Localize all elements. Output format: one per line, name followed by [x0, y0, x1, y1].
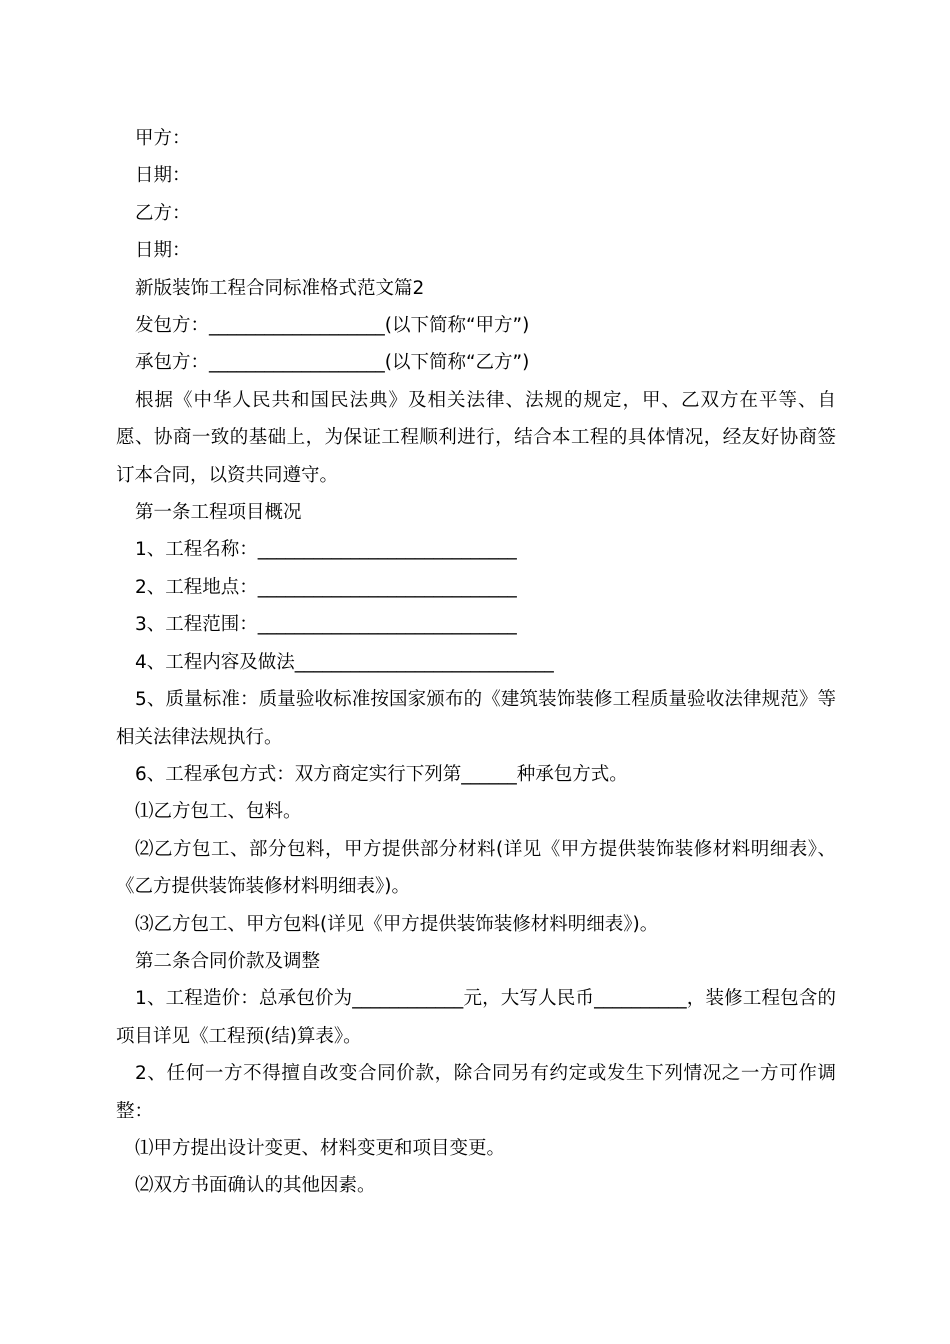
- project-content-line: 4、工程内容及做法____________________________: [135, 651, 554, 673]
- article-1-heading: 第一条工程项目概况: [135, 502, 302, 524]
- document-page: [116, 120, 836, 1205]
- adjustment-case-2: ⑵双方书面确认的其他因素。: [135, 1175, 376, 1197]
- project-name-line: 1、工程名称：____________________________: [135, 539, 517, 561]
- date-label-a: 日期：: [135, 165, 191, 187]
- adjustment-case-1: ⑴甲方提出设计变更、材料变更和项目变更。: [135, 1137, 506, 1159]
- method-option-2: ⑵乙方包工、部分包料，甲方提供部分材料(详见《甲方提供装饰装修材料明细表》、《乙方提供装饰装修材料明细表》)。: [116, 838, 836, 898]
- contractor-issuer-line: 发包方：___________________(以下简称“甲方”): [135, 315, 530, 337]
- contractor-receiver-line: 承包方：___________________(以下简称“乙方”): [135, 352, 530, 374]
- method-option-1: ⑴乙方包工、包料。: [135, 801, 302, 823]
- section-title: 新版装饰工程合同标准格式范文篇2: [135, 277, 425, 299]
- project-location-line: 2、工程地点：____________________________: [135, 576, 517, 598]
- party-b-label: 乙方：: [135, 202, 191, 224]
- date-label-b: 日期：: [135, 240, 191, 262]
- quality-standard-paragraph: 5、质量标准：质量验收标准按国家颁布的《建筑装饰装修工程质量验收法律规范》等相关法律法规执行。: [116, 689, 836, 748]
- article-2-heading: 第二条合同价款及调整: [135, 950, 321, 972]
- contract-method-line: 6、工程承包方式：双方商定实行下列第______种承包方式。: [135, 763, 628, 785]
- price-adjustment-paragraph: 2、任何一方不得擅自改变合同价款，除合同另有约定或发生下列情况之一方可作调整：: [116, 1063, 836, 1122]
- project-scope-line: 3、工程范围：____________________________: [135, 614, 517, 636]
- preamble-paragraph: 根据《中华人民共和国民法典》及相关法律、法规的规定，甲、乙双方在平等、自愿、协商一致的基础上，为保证工程顺利进行，结合本工程的具体情况，经友好协商签订本合同，以资共同遵守。: [116, 389, 836, 486]
- party-a-label: 甲方：: [135, 128, 191, 149]
- method-option-3: ⑶乙方包工、甲方包料(详见《甲方提供装饰装修材料明细表》)。: [135, 913, 659, 935]
- project-cost-paragraph: 1、工程造价：总承包价为____________元，大写人民币__________，装修工程包含的项目详见《工程预(结)算表》。: [116, 988, 836, 1047]
